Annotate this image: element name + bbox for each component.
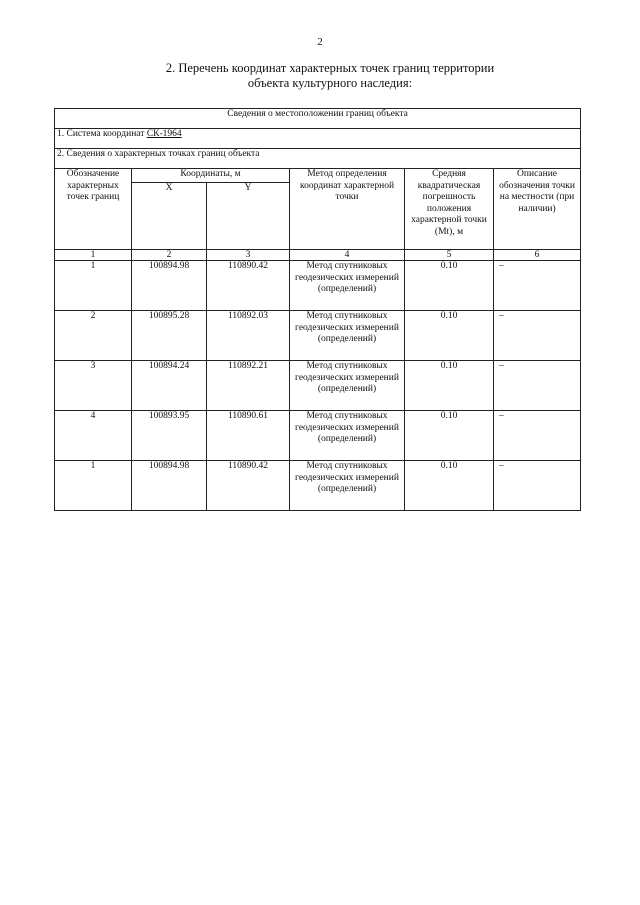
column-number: 5 xyxy=(405,250,494,261)
description-cell: – xyxy=(494,461,581,511)
y-cell: 110892.21 xyxy=(207,361,290,411)
error-cell: 0.10 xyxy=(405,261,494,311)
x-cell: 100894.98 xyxy=(132,461,207,511)
column-number: 2 xyxy=(132,250,207,261)
section-title-row xyxy=(55,109,581,129)
error-cell: 0.10 xyxy=(405,411,494,461)
description-cell: – xyxy=(494,261,581,311)
section2-row xyxy=(55,149,581,169)
document-title xyxy=(120,61,540,91)
header-error xyxy=(405,169,494,250)
coord-system-row xyxy=(55,129,581,149)
header-x: X xyxy=(132,183,207,250)
x-cell: 100893.95 xyxy=(132,411,207,461)
x-cell: 100894.24 xyxy=(132,361,207,411)
column-number: 6 xyxy=(494,250,581,261)
header-error-text: Средняя квадратическая погрешность положения характерной точки (Mt), м xyxy=(411,169,487,237)
header-method: Метод определения координат характерной точки xyxy=(290,169,405,250)
x-cell: 100895.28 xyxy=(132,311,207,361)
point-cell: 1 xyxy=(55,461,132,511)
method-cell: Метод спутниковых геодезических измерений (определений) xyxy=(290,361,405,411)
column-numbers-row xyxy=(55,250,581,261)
method-cell: Метод спутниковых геодезических измерений (определений) xyxy=(290,311,405,361)
point-cell: 3 xyxy=(55,361,132,411)
error-cell: 0.10 xyxy=(405,311,494,361)
y-cell: 110890.42 xyxy=(207,461,290,511)
y-cell: 110890.42 xyxy=(207,261,290,311)
table-row xyxy=(55,361,581,411)
point-cell: 2 xyxy=(55,311,132,361)
coord-system-value: СК-1964 xyxy=(146,129,182,139)
error-cell: 0.10 xyxy=(405,361,494,411)
description-cell: – xyxy=(494,311,581,361)
point-cell: 1 xyxy=(55,261,132,311)
description-cell: – xyxy=(494,411,581,461)
table-row xyxy=(55,461,581,511)
table-row xyxy=(55,411,581,461)
column-number: 4 xyxy=(290,250,405,261)
error-cell: 0.10 xyxy=(405,461,494,511)
header-row-1 xyxy=(55,169,581,183)
header-description: Описание обозначения точки на местности (при наличии) xyxy=(494,169,581,250)
method-cell: Метод спутниковых геодезических измерений (определений) xyxy=(290,411,405,461)
method-cell: Метод спутниковых геодезических измерений (определений) xyxy=(290,461,405,511)
x-cell: 100894.98 xyxy=(132,261,207,311)
point-cell: 4 xyxy=(55,411,132,461)
coordinates-table xyxy=(54,108,581,511)
description-cell: – xyxy=(494,361,581,411)
document-title-line-2: объекта культурного наследия: xyxy=(247,76,413,90)
y-cell: 110892.03 xyxy=(207,311,290,361)
coord-system-label: 1. Система координат xyxy=(57,129,145,139)
coord-system-cell xyxy=(55,129,581,149)
method-cell: Метод спутниковых геодезических измерений (определений) xyxy=(290,261,405,311)
header-point-designation: Обозначение характерных точек границ xyxy=(55,169,132,250)
table-row xyxy=(55,261,581,311)
section2-title: 2. Сведения о характерных точках границ объекта xyxy=(55,149,581,169)
column-number: 1 xyxy=(55,250,132,261)
column-number: 3 xyxy=(207,250,290,261)
table-row xyxy=(55,311,581,361)
y-cell: 110890.61 xyxy=(207,411,290,461)
header-y: Y xyxy=(207,183,290,250)
header-coordinates: Координаты, м xyxy=(132,169,290,183)
page-number: 2 xyxy=(317,36,323,48)
document-title-line-1: 2. Перечень координат характерных точек границ территории xyxy=(165,61,495,75)
section-title: Сведения о местоположении границ объекта xyxy=(55,109,581,129)
